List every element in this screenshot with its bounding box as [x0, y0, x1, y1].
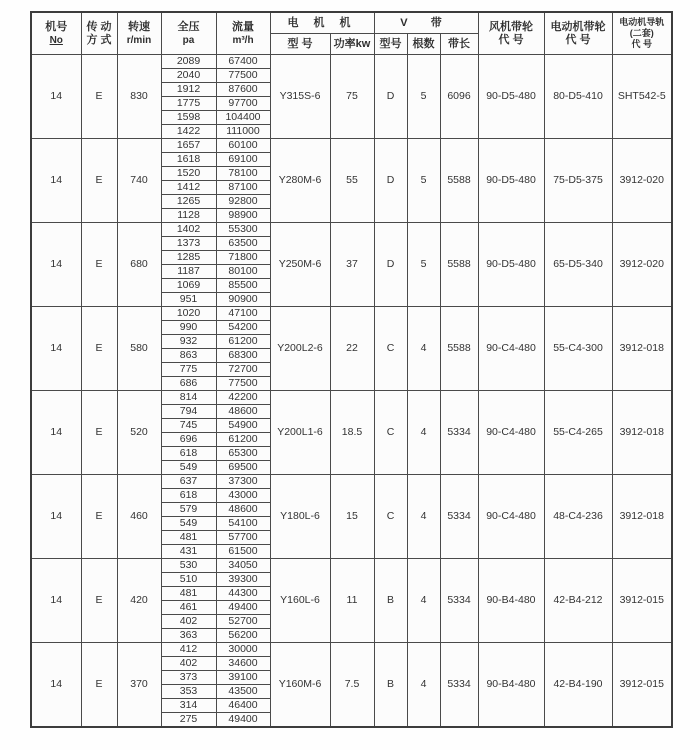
table-row [31, 139, 672, 153]
pressure-value-cell: 1657 [161, 139, 216, 153]
pressure-value-cell: 686 [161, 377, 216, 391]
header-motor-pulley-line2: 代 号 [565, 33, 591, 46]
flow-value-cell: 61200 [216, 433, 270, 447]
speed-cell: 520 [117, 391, 161, 475]
flow-value-cell: 77500 [216, 69, 270, 83]
pressure-value-cell: 579 [161, 503, 216, 517]
flow-value-cell: 49400 [216, 713, 270, 728]
flow-value-cell: 87600 [216, 83, 270, 97]
pressure-value-cell: 363 [161, 629, 216, 643]
header-motor-rail [612, 12, 672, 55]
table-row [31, 643, 672, 657]
header-drive [81, 12, 117, 55]
pressure-value-cell: 353 [161, 685, 216, 699]
fan-pulley-code-cell: 90-C4-480 [478, 475, 544, 559]
flow-value-cell: 43500 [216, 685, 270, 699]
pressure-value-cell: 461 [161, 601, 216, 615]
flow-value-cell: 65300 [216, 447, 270, 461]
pressure-value-cell: 1020 [161, 307, 216, 321]
pressure-value-cell: 990 [161, 321, 216, 335]
flow-value-cell: 92800 [216, 195, 270, 209]
flow-value-cell: 61500 [216, 545, 270, 559]
flow-value-cell: 54200 [216, 321, 270, 335]
table-row [31, 391, 672, 405]
flow-value-cell: 57700 [216, 531, 270, 545]
pressure-value-cell: 951 [161, 293, 216, 307]
header-flow-line1: 流量 [232, 20, 254, 33]
table-row [31, 307, 672, 321]
machine-no-cell: 14 [31, 643, 81, 728]
header-pressure-line2: pa [182, 34, 195, 46]
pressure-value-cell: 412 [161, 643, 216, 657]
machine-no-cell: 14 [31, 559, 81, 643]
table-body [31, 55, 672, 728]
pressure-value-cell: 275 [161, 713, 216, 728]
motor-rail-code-cell: 3912-018 [612, 391, 672, 475]
motor-model-cell: Y180L-6 [270, 475, 330, 559]
vbelt-count-cell: 4 [407, 307, 440, 391]
motor-rail-code-cell: 3912-018 [612, 475, 672, 559]
drive-mode-cell: E [81, 643, 117, 728]
vbelt-model-cell: C [374, 391, 407, 475]
motor-pulley-code-cell: 42-B4-212 [544, 559, 612, 643]
drive-mode-cell: E [81, 139, 117, 223]
pressure-value-cell: 1069 [161, 279, 216, 293]
pressure-value-cell: 549 [161, 461, 216, 475]
flow-value-cell: 42200 [216, 391, 270, 405]
header-motor-group: 电 机 机 [270, 12, 374, 34]
vbelt-model-cell: B [374, 643, 407, 728]
pressure-value-cell: 530 [161, 559, 216, 573]
flow-value-cell: 46400 [216, 699, 270, 713]
drive-mode-cell: E [81, 55, 117, 139]
machine-no-cell: 14 [31, 55, 81, 139]
flow-value-cell: 60100 [216, 139, 270, 153]
pressure-value-cell: 1373 [161, 237, 216, 251]
motor-power-cell: 37 [330, 223, 374, 307]
table-row [31, 223, 672, 237]
header-motor-power: 功率kw [330, 34, 374, 55]
pressure-value-cell: 549 [161, 517, 216, 531]
pressure-value-cell: 1187 [161, 265, 216, 279]
vbelt-model-cell: D [374, 139, 407, 223]
header-vbelt-length: 带长 [440, 34, 478, 55]
flow-value-cell: 69500 [216, 461, 270, 475]
flow-value-cell: 98900 [216, 209, 270, 223]
pressure-value-cell: 1520 [161, 167, 216, 181]
pressure-value-cell: 1412 [161, 181, 216, 195]
motor-pulley-code-cell: 42-B4-190 [544, 643, 612, 728]
vbelt-count-cell: 5 [407, 223, 440, 307]
pressure-value-cell: 814 [161, 391, 216, 405]
vbelt-model-cell: C [374, 307, 407, 391]
header-pressure [161, 12, 216, 55]
drive-mode-cell: E [81, 475, 117, 559]
flow-value-cell: 52700 [216, 615, 270, 629]
pressure-value-cell: 696 [161, 433, 216, 447]
motor-pulley-code-cell: 55-C4-300 [544, 307, 612, 391]
vbelt-count-cell: 4 [407, 391, 440, 475]
flow-value-cell: 49400 [216, 601, 270, 615]
header-motor-rail-line3: 代 号 [631, 39, 652, 49]
flow-value-cell: 39300 [216, 573, 270, 587]
pressure-value-cell: 1422 [161, 125, 216, 139]
vbelt-count-cell: 4 [407, 643, 440, 728]
header-flow-line2: m³/h [232, 34, 254, 46]
motor-model-cell: Y200L2-6 [270, 307, 330, 391]
header-motor-rail-line1: 电动机导轨 [619, 17, 665, 27]
machine-no-cell: 14 [31, 307, 81, 391]
header-motor-pulley [544, 12, 612, 55]
motor-pulley-code-cell: 65-D5-340 [544, 223, 612, 307]
speed-cell: 830 [117, 55, 161, 139]
flow-value-cell: 48600 [216, 405, 270, 419]
motor-rail-code-cell: 3912-015 [612, 643, 672, 728]
flow-value-cell: 72700 [216, 363, 270, 377]
header-speed-line1: 转速 [128, 20, 150, 33]
fan-pulley-code-cell: 90-D5-480 [478, 139, 544, 223]
motor-power-cell: 75 [330, 55, 374, 139]
vbelt-length-cell: 5588 [440, 139, 478, 223]
drive-mode-cell: E [81, 559, 117, 643]
header-speed [117, 12, 161, 55]
flow-value-cell: 97700 [216, 97, 270, 111]
flow-value-cell: 54100 [216, 517, 270, 531]
header-fan-pulley-line2: 代 号 [498, 33, 524, 46]
fan-pulley-code-cell: 90-C4-480 [478, 307, 544, 391]
pressure-value-cell: 1598 [161, 111, 216, 125]
drive-mode-cell: E [81, 307, 117, 391]
pressure-value-cell: 481 [161, 531, 216, 545]
vbelt-count-cell: 4 [407, 559, 440, 643]
pressure-value-cell: 1128 [161, 209, 216, 223]
motor-power-cell: 7.5 [330, 643, 374, 728]
pressure-value-cell: 932 [161, 335, 216, 349]
pressure-value-cell: 402 [161, 657, 216, 671]
vbelt-length-cell: 5588 [440, 307, 478, 391]
flow-value-cell: 80100 [216, 265, 270, 279]
pressure-value-cell: 1775 [161, 97, 216, 111]
pressure-value-cell: 1912 [161, 83, 216, 97]
vbelt-count-cell: 4 [407, 475, 440, 559]
pressure-value-cell: 1285 [161, 251, 216, 265]
header-machine-no-line1: 机号 [45, 20, 68, 33]
drive-mode-cell: E [81, 391, 117, 475]
flow-value-cell: 47100 [216, 307, 270, 321]
flow-value-cell: 104400 [216, 111, 270, 125]
flow-value-cell: 39100 [216, 671, 270, 685]
speed-cell: 460 [117, 475, 161, 559]
machine-no-cell: 14 [31, 391, 81, 475]
pressure-value-cell: 1265 [161, 195, 216, 209]
vbelt-length-cell: 5334 [440, 475, 478, 559]
flow-value-cell: 87100 [216, 181, 270, 195]
vbelt-length-cell: 5588 [440, 223, 478, 307]
speed-cell: 740 [117, 139, 161, 223]
pressure-value-cell: 402 [161, 615, 216, 629]
pressure-value-cell: 1618 [161, 153, 216, 167]
pressure-value-cell: 637 [161, 475, 216, 489]
pressure-value-cell: 775 [161, 363, 216, 377]
motor-rail-code-cell: 3912-020 [612, 223, 672, 307]
motor-power-cell: 15 [330, 475, 374, 559]
speed-cell: 370 [117, 643, 161, 728]
fan-pulley-code-cell: 90-C4-480 [478, 391, 544, 475]
motor-model-cell: Y160L-6 [270, 559, 330, 643]
pressure-value-cell: 314 [161, 699, 216, 713]
flow-value-cell: 77500 [216, 377, 270, 391]
flow-value-cell: 68300 [216, 349, 270, 363]
flow-value-cell: 71800 [216, 251, 270, 265]
flow-value-cell: 85500 [216, 279, 270, 293]
header-fan-pulley [478, 12, 544, 55]
fan-pulley-code-cell: 90-D5-480 [478, 223, 544, 307]
flow-value-cell: 111000 [216, 125, 270, 139]
pressure-value-cell: 481 [161, 587, 216, 601]
vbelt-length-cell: 5334 [440, 559, 478, 643]
header-fan-pulley-line1: 风机带轮 [489, 20, 533, 33]
table-row [31, 475, 672, 489]
fan-spec-table [30, 11, 673, 728]
motor-power-cell: 18.5 [330, 391, 374, 475]
vbelt-model-cell: D [374, 223, 407, 307]
table-header [31, 12, 672, 55]
motor-power-cell: 11 [330, 559, 374, 643]
motor-rail-code-cell: 3912-015 [612, 559, 672, 643]
header-vbelt-count: 根数 [407, 34, 440, 55]
pressure-value-cell: 2040 [161, 69, 216, 83]
motor-rail-code-cell: 3912-020 [612, 139, 672, 223]
fan-pulley-code-cell: 90-B4-480 [478, 643, 544, 728]
table-row [31, 55, 672, 69]
pressure-value-cell: 2089 [161, 55, 216, 69]
header-motor-rail-line2: (二套) [629, 28, 654, 38]
header-vbelt-group: V 带 [374, 12, 478, 34]
pressure-value-cell: 618 [161, 447, 216, 461]
speed-cell: 580 [117, 307, 161, 391]
vbelt-length-cell: 5334 [440, 391, 478, 475]
flow-value-cell: 43000 [216, 489, 270, 503]
pressure-value-cell: 618 [161, 489, 216, 503]
pressure-value-cell: 863 [161, 349, 216, 363]
header-drive-line1: 传 动 [86, 20, 112, 33]
motor-model-cell: Y160M-6 [270, 643, 330, 728]
flow-value-cell: 37300 [216, 475, 270, 489]
header-motor-pulley-line1: 电动机带轮 [550, 20, 606, 33]
flow-value-cell: 63500 [216, 237, 270, 251]
vbelt-count-cell: 5 [407, 55, 440, 139]
header-machine-no-line2: No [49, 34, 63, 46]
motor-power-cell: 55 [330, 139, 374, 223]
flow-value-cell: 56200 [216, 629, 270, 643]
motor-model-cell: Y280M-6 [270, 139, 330, 223]
vbelt-length-cell: 5334 [440, 643, 478, 728]
header-speed-line2: r/min [126, 34, 152, 46]
pressure-value-cell: 794 [161, 405, 216, 419]
motor-rail-code-cell: 3912-018 [612, 307, 672, 391]
table-row [31, 559, 672, 573]
flow-value-cell: 55300 [216, 223, 270, 237]
flow-value-cell: 67400 [216, 55, 270, 69]
speed-cell: 680 [117, 223, 161, 307]
flow-value-cell: 90900 [216, 293, 270, 307]
motor-pulley-code-cell: 48-C4-236 [544, 475, 612, 559]
flow-value-cell: 34600 [216, 657, 270, 671]
header-motor-model: 型 号 [270, 34, 330, 55]
vbelt-count-cell: 5 [407, 139, 440, 223]
motor-model-cell: Y200L1-6 [270, 391, 330, 475]
machine-no-cell: 14 [31, 223, 81, 307]
motor-model-cell: Y250M-6 [270, 223, 330, 307]
header-flow [216, 12, 270, 55]
machine-no-cell: 14 [31, 475, 81, 559]
flow-value-cell: 30000 [216, 643, 270, 657]
flow-value-cell: 34050 [216, 559, 270, 573]
motor-rail-code-cell: SHT542-5 [612, 55, 672, 139]
vbelt-model-cell: D [374, 55, 407, 139]
pressure-value-cell: 373 [161, 671, 216, 685]
speed-cell: 420 [117, 559, 161, 643]
pressure-value-cell: 745 [161, 419, 216, 433]
header-vbelt-model: 型号 [374, 34, 407, 55]
header-pressure-line1: 全压 [177, 20, 200, 33]
header-machine-no [31, 12, 81, 55]
flow-value-cell: 44300 [216, 587, 270, 601]
fan-pulley-code-cell: 90-B4-480 [478, 559, 544, 643]
flow-value-cell: 54900 [216, 419, 270, 433]
flow-value-cell: 48600 [216, 503, 270, 517]
header-drive-line2: 方 式 [86, 33, 112, 46]
vbelt-model-cell: C [374, 475, 407, 559]
drive-mode-cell: E [81, 223, 117, 307]
pressure-value-cell: 510 [161, 573, 216, 587]
motor-power-cell: 22 [330, 307, 374, 391]
vbelt-length-cell: 6096 [440, 55, 478, 139]
machine-no-cell: 14 [31, 139, 81, 223]
flow-value-cell: 69100 [216, 153, 270, 167]
flow-value-cell: 78100 [216, 167, 270, 181]
flow-value-cell: 61200 [216, 335, 270, 349]
motor-pulley-code-cell: 55-C4-265 [544, 391, 612, 475]
vbelt-model-cell: B [374, 559, 407, 643]
pressure-value-cell: 1402 [161, 223, 216, 237]
pressure-value-cell: 431 [161, 545, 216, 559]
motor-pulley-code-cell: 75-D5-375 [544, 139, 612, 223]
motor-pulley-code-cell: 80-D5-410 [544, 55, 612, 139]
motor-model-cell: Y315S-6 [270, 55, 330, 139]
fan-pulley-code-cell: 90-D5-480 [478, 55, 544, 139]
